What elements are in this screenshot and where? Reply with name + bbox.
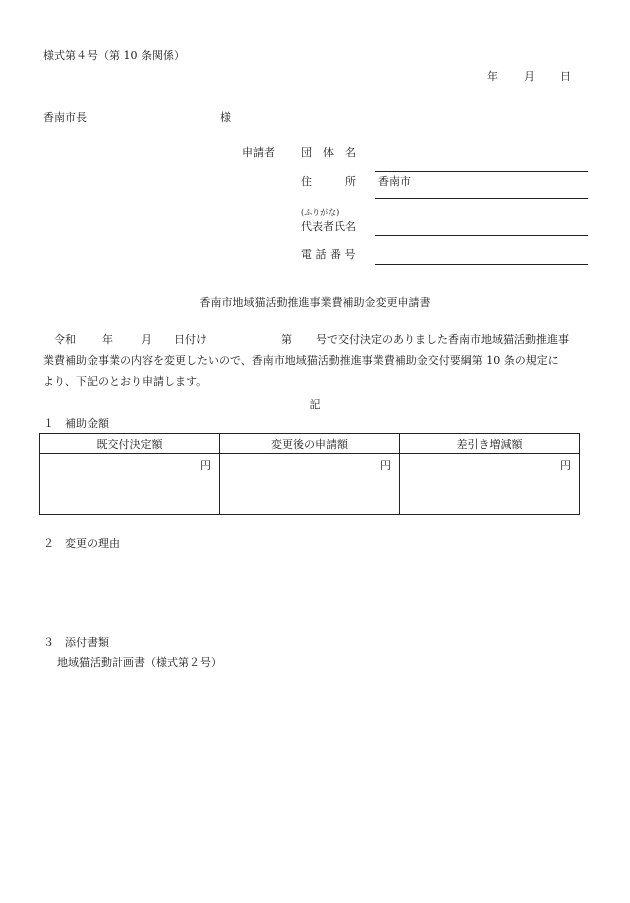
body-year: 年	[102, 333, 113, 346]
body-line-2: 業費補助金事業の内容を変更したいので、香南市地域猫活動推進事業費補助金交付要綱第 10 条の規定に	[43, 354, 559, 367]
date-year: 年	[487, 70, 498, 83]
org-name-label: 団 体 名	[301, 146, 356, 159]
body-no-prefix: 第	[281, 333, 292, 346]
form-number: 様式第４号（第 10 条関係）	[43, 49, 185, 62]
phone-label: 電 話 番 号	[301, 248, 356, 261]
addressee-name: 香南市長	[43, 111, 87, 124]
date-month: 月	[524, 70, 535, 83]
application-body	[43, 329, 591, 392]
representative-line	[375, 235, 588, 236]
section-1-heading: １ 補助金額	[43, 417, 109, 430]
col-revised-amount: 変更後の申請額	[220, 434, 400, 454]
body-line-3: より、下記のとおり申請します。	[43, 375, 208, 388]
body-era: 令和	[54, 333, 76, 346]
ki-heading: 記	[309, 398, 321, 411]
applicant-label: 申請者	[242, 146, 275, 159]
document-title: 香南市地域猫活動推進事業費補助金変更申請書	[199, 296, 431, 309]
date-day: 日	[560, 70, 571, 83]
attachment-item: 地域猫活動計画書（様式第２号）	[57, 656, 222, 669]
representative-label: 代表者氏名	[301, 220, 356, 233]
body-line-1-rest: 号で交付決定のありました香南市地域猫活動推進事	[316, 333, 569, 346]
section-2-heading: ２ 変更の理由	[43, 537, 120, 550]
body-line-1	[43, 329, 591, 350]
address-label: 住 所	[301, 175, 356, 188]
org-name-line	[375, 171, 588, 172]
decided-amount-cell[interactable]: 円	[40, 454, 220, 515]
address-line	[375, 198, 588, 199]
revised-amount-cell[interactable]: 円	[220, 454, 400, 515]
furigana-label: (ふりがな)	[301, 208, 340, 217]
addressee-honorific: 様	[220, 111, 231, 124]
phone-line	[375, 264, 588, 265]
address-value: 香南市	[378, 175, 411, 188]
section-3-heading: ３ 添付書類	[43, 636, 109, 649]
body-date-suffix: 日付け	[174, 333, 207, 346]
difference-cell[interactable]: 円	[400, 454, 580, 515]
body-month: 月	[141, 333, 152, 346]
amount-table	[39, 433, 580, 515]
col-decided-amount: 既交付決定額	[40, 434, 220, 454]
col-difference: 差引き増減額	[400, 434, 580, 454]
